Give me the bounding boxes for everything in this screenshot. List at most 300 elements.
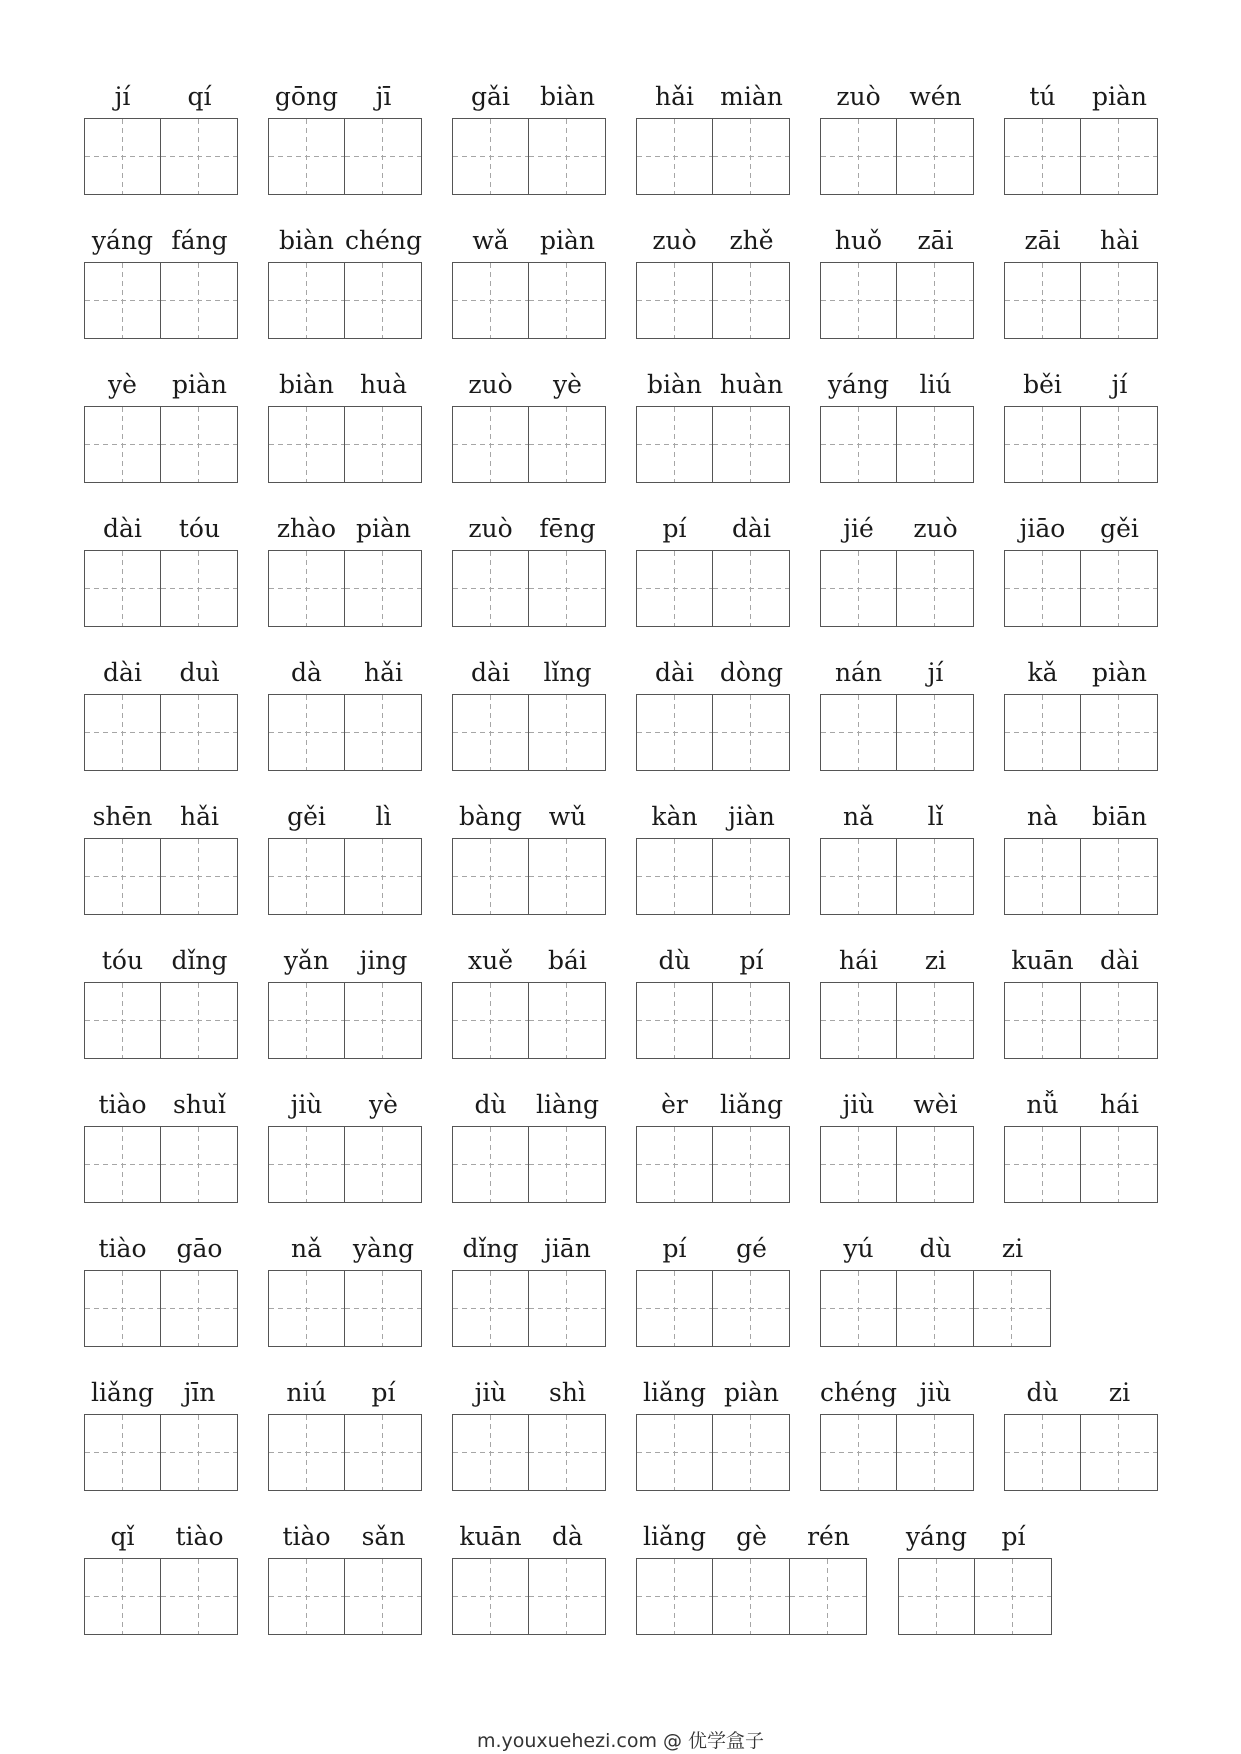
word-box (84, 224, 238, 354)
writing-grid-cell[interactable] (1081, 550, 1158, 627)
word-box (1004, 800, 1158, 930)
word-box (268, 80, 422, 210)
writing-grid-cell[interactable] (636, 118, 713, 195)
word-box (1004, 512, 1158, 642)
pinyin-label: fáng (171, 226, 228, 255)
word-box (636, 512, 790, 642)
pinyin-label: jí (1111, 370, 1128, 399)
pinyin-label: jiù (290, 1090, 323, 1119)
pinyin-label: kǎ (1027, 658, 1058, 687)
pinyin-label: duì (179, 658, 220, 687)
word-box (84, 656, 238, 786)
word-box (268, 512, 422, 642)
writing-grid-cell[interactable] (1081, 1414, 1158, 1491)
pinyin-label: dǐng (462, 1234, 519, 1263)
pinyin-label: liǎng (90, 1378, 154, 1407)
writing-grid-cell[interactable] (268, 118, 345, 195)
word-box (452, 1520, 606, 1650)
writing-grid-cell[interactable] (1081, 406, 1158, 483)
word-box (636, 944, 790, 1074)
writing-grid-cell[interactable] (636, 1126, 713, 1203)
writing-grid-cell[interactable] (161, 982, 238, 1059)
pinyin-label: dòng (719, 658, 784, 687)
writing-grid-cell[interactable] (452, 1126, 529, 1203)
word-row (0, 800, 1241, 930)
writing-grid-cell[interactable] (452, 1558, 529, 1635)
writing-grid-cell[interactable] (84, 406, 161, 483)
word-box (898, 1520, 1052, 1650)
writing-grid-cell[interactable] (268, 1414, 345, 1491)
pinyin-label: dà (552, 1522, 583, 1551)
pinyin-label: zuò (913, 514, 958, 543)
writing-grid-cell[interactable] (84, 1558, 161, 1635)
writing-grid-cell[interactable] (820, 118, 897, 195)
word-box (452, 512, 606, 642)
pinyin-label: wèi (913, 1090, 958, 1119)
writing-grid-cell[interactable] (345, 1558, 422, 1635)
writing-grid-cell[interactable] (529, 1558, 606, 1635)
word-box (452, 1376, 606, 1506)
pinyin-label: jing (359, 946, 408, 975)
pinyin-label: dù (658, 946, 691, 975)
pinyin-label: tóu (178, 514, 221, 543)
writing-grid-cell[interactable] (636, 1414, 713, 1491)
pinyin-label: pí (662, 1234, 687, 1263)
writing-grid-cell[interactable] (268, 406, 345, 483)
writing-grid-cell[interactable] (345, 262, 422, 339)
pinyin-label: fēng (539, 514, 596, 543)
word-box (268, 1232, 422, 1362)
word-box (1004, 80, 1158, 210)
writing-grid-cell[interactable] (1081, 838, 1158, 915)
pinyin-label: yáng (827, 370, 890, 399)
word-box (820, 512, 974, 642)
word-row (0, 512, 1241, 642)
writing-grid-cell[interactable] (268, 982, 345, 1059)
pinyin-label: piàn (355, 514, 411, 543)
writing-grid-cell[interactable] (161, 118, 238, 195)
word-box (84, 800, 238, 930)
pinyin-label: dài (1100, 946, 1139, 975)
writing-grid-cell[interactable] (1004, 982, 1081, 1059)
word-box (820, 656, 974, 786)
pinyin-label: xuě (468, 946, 513, 975)
pinyin-label: zi (924, 946, 947, 975)
writing-grid-cell[interactable] (820, 982, 897, 1059)
writing-grid-cell[interactable] (1004, 406, 1081, 483)
writing-grid-cell[interactable] (713, 1558, 790, 1635)
writing-grid-cell[interactable] (345, 406, 422, 483)
pinyin-label: běi (1023, 370, 1062, 399)
word-box (84, 1232, 238, 1362)
word-box (84, 512, 238, 642)
writing-grid-cell[interactable] (529, 262, 606, 339)
word-box (1004, 224, 1158, 354)
word-box (636, 368, 790, 498)
writing-grid-cell[interactable] (713, 406, 790, 483)
pinyin-label: bái (548, 946, 587, 975)
pinyin-label: qí (187, 82, 212, 111)
pinyin-label: zhě (729, 226, 774, 255)
writing-grid-cell[interactable] (820, 1414, 897, 1491)
pinyin-label: pí (371, 1378, 396, 1407)
writing-grid-cell[interactable] (84, 838, 161, 915)
writing-grid-cell[interactable] (1081, 262, 1158, 339)
pinyin-label: zuò (468, 514, 513, 543)
pinyin-label: dù (919, 1234, 952, 1263)
pinyin-label: biān (1091, 802, 1147, 831)
writing-grid-cell[interactable] (268, 1270, 345, 1347)
pinyin-label: kàn (651, 802, 698, 831)
writing-grid-cell[interactable] (820, 694, 897, 771)
writing-grid-cell[interactable] (84, 262, 161, 339)
writing-grid-cell[interactable] (820, 262, 897, 339)
pinyin-label: sǎn (361, 1522, 406, 1551)
writing-grid-cell[interactable] (161, 1126, 238, 1203)
pinyin-label: huǒ (834, 226, 883, 255)
writing-grid-cell[interactable] (345, 550, 422, 627)
pinyin-label: qǐ (110, 1522, 135, 1551)
word-box (84, 1520, 238, 1650)
writing-grid-cell[interactable] (452, 406, 529, 483)
writing-grid-cell[interactable] (268, 1126, 345, 1203)
pinyin-label: jiù (842, 1090, 875, 1119)
writing-grid-cell[interactable] (897, 694, 974, 771)
word-box (820, 224, 974, 354)
writing-grid-cell[interactable] (529, 1414, 606, 1491)
writing-grid-cell[interactable] (345, 982, 422, 1059)
pinyin-label: piàn (539, 226, 595, 255)
writing-grid-cell[interactable] (897, 1414, 974, 1491)
pinyin-label: pí (739, 946, 764, 975)
word-row (0, 656, 1241, 786)
writing-grid-cell[interactable] (820, 1126, 897, 1203)
word-box (636, 1088, 790, 1218)
word-box (636, 1520, 867, 1650)
writing-grid-cell[interactable] (820, 838, 897, 915)
writing-grid-cell[interactable] (1081, 694, 1158, 771)
word-box (268, 1520, 422, 1650)
pinyin-label: jīn (183, 1378, 216, 1407)
pinyin-label: shēn (92, 802, 153, 831)
writing-grid-cell[interactable] (974, 1270, 1051, 1347)
pinyin-label: piàn (1091, 658, 1147, 687)
word-box (820, 800, 974, 930)
writing-grid-cell[interactable] (268, 694, 345, 771)
pinyin-label: hái (1099, 1090, 1139, 1119)
writing-grid-cell[interactable] (161, 262, 238, 339)
writing-grid-cell[interactable] (345, 694, 422, 771)
word-row (0, 1520, 1241, 1650)
word-box (1004, 368, 1158, 498)
pinyin-label: kuān (459, 1522, 522, 1551)
word-row (0, 80, 1241, 210)
pinyin-label: zuò (652, 226, 697, 255)
writing-grid-cell[interactable] (452, 550, 529, 627)
word-box (452, 1232, 606, 1362)
word-box (452, 1088, 606, 1218)
writing-grid-cell[interactable] (345, 838, 422, 915)
writing-grid-cell[interactable] (268, 550, 345, 627)
writing-grid-cell[interactable] (529, 1270, 606, 1347)
word-box (636, 1376, 790, 1506)
writing-grid-cell[interactable] (1004, 1126, 1081, 1203)
writing-grid-cell[interactable] (897, 118, 974, 195)
pinyin-label: dài (471, 658, 510, 687)
pinyin-label: jiāo (1019, 514, 1066, 543)
word-box (268, 1088, 422, 1218)
writing-grid-cell[interactable] (713, 838, 790, 915)
pinyin-label: tiào (175, 1522, 224, 1551)
writing-grid-cell[interactable] (345, 1414, 422, 1491)
word-box (1004, 1088, 1158, 1218)
writing-grid-cell[interactable] (1004, 262, 1081, 339)
writing-grid-cell[interactable] (1004, 694, 1081, 771)
writing-grid-cell[interactable] (713, 1414, 790, 1491)
pinyin-label: pí (1001, 1522, 1026, 1551)
writing-grid-cell[interactable] (452, 262, 529, 339)
pinyin-label: yáng (905, 1522, 968, 1551)
pinyin-label: nǎ (290, 1234, 322, 1263)
writing-grid-cell[interactable] (636, 982, 713, 1059)
pinyin-label: dù (474, 1090, 507, 1119)
writing-grid-cell[interactable] (897, 838, 974, 915)
pinyin-label: liǎng (642, 1378, 706, 1407)
writing-grid-cell[interactable] (161, 550, 238, 627)
pinyin-label: yǎn (283, 946, 330, 975)
pinyin-label: miàn (720, 82, 783, 111)
word-box (820, 1376, 974, 1506)
writing-grid-cell[interactable] (636, 262, 713, 339)
word-box (820, 368, 974, 498)
writing-grid-cell[interactable] (897, 1126, 974, 1203)
pinyin-label: wǔ (548, 802, 587, 831)
word-box (820, 944, 974, 1074)
writing-grid-cell[interactable] (529, 118, 606, 195)
pinyin-label: chéng (345, 226, 423, 255)
pinyin-label: wén (909, 82, 962, 111)
word-row (0, 1232, 1241, 1362)
word-box (268, 800, 422, 930)
pinyin-label: chéng (820, 1378, 898, 1407)
pinyin-label: yáng (91, 226, 154, 255)
pinyin-label: dài (732, 514, 771, 543)
word-box (452, 800, 606, 930)
pinyin-label: hái (838, 946, 878, 975)
word-box (452, 656, 606, 786)
writing-grid-cell[interactable] (161, 1270, 238, 1347)
writing-grid-cell[interactable] (713, 694, 790, 771)
writing-grid-cell[interactable] (452, 694, 529, 771)
writing-grid-cell[interactable] (897, 406, 974, 483)
pinyin-label: zi (1108, 1378, 1131, 1407)
word-row (0, 1376, 1241, 1506)
pinyin-label: liú (919, 370, 952, 399)
writing-grid-cell[interactable] (636, 550, 713, 627)
writing-grid-cell[interactable] (84, 1126, 161, 1203)
writing-grid-cell[interactable] (84, 1270, 161, 1347)
writing-grid-cell[interactable] (452, 838, 529, 915)
pinyin-label: niú (286, 1378, 327, 1407)
word-row (0, 368, 1241, 498)
writing-grid-cell[interactable] (1004, 550, 1081, 627)
pinyin-label: zāi (917, 226, 954, 255)
pinyin-label: jí (927, 658, 944, 687)
writing-grid-cell[interactable] (713, 118, 790, 195)
pinyin-label: yè (553, 370, 582, 399)
footer-text: m.youxuehezi.com @ 优学盒子 (476, 1730, 765, 1752)
writing-grid-cell[interactable] (897, 550, 974, 627)
writing-grid-cell[interactable] (1004, 118, 1081, 195)
writing-grid-cell[interactable] (529, 838, 606, 915)
pinyin-label: huà (359, 370, 408, 399)
pinyin-label: nǚ (1026, 1090, 1059, 1119)
pinyin-label: hǎi (179, 802, 219, 831)
pinyin-label: biàn (646, 370, 702, 399)
word-box (820, 80, 974, 210)
writing-grid-cell[interactable] (452, 118, 529, 195)
writing-grid-cell[interactable] (1081, 118, 1158, 195)
writing-grid-cell[interactable] (713, 1126, 790, 1203)
word-box (636, 656, 790, 786)
word-box (452, 368, 606, 498)
pinyin-label: gǎi (471, 82, 510, 111)
writing-grid-cell[interactable] (713, 550, 790, 627)
word-box (84, 368, 238, 498)
word-box (1004, 1376, 1158, 1506)
writing-grid-cell[interactable] (713, 1270, 790, 1347)
pinyin-label: gè (736, 1522, 767, 1551)
writing-grid-cell[interactable] (84, 550, 161, 627)
writing-grid-cell[interactable] (636, 694, 713, 771)
pinyin-label: zuò (836, 82, 881, 111)
pinyin-label: hài (1099, 226, 1139, 255)
writing-grid-cell[interactable] (529, 406, 606, 483)
writing-grid-cell[interactable] (529, 1126, 606, 1203)
writing-grid-cell[interactable] (1004, 1414, 1081, 1491)
writing-grid-cell[interactable] (636, 406, 713, 483)
writing-grid-cell[interactable] (713, 982, 790, 1059)
writing-grid-cell[interactable] (452, 982, 529, 1059)
word-box (636, 800, 790, 930)
writing-grid-cell[interactable] (898, 1558, 975, 1635)
writing-grid-cell[interactable] (84, 118, 161, 195)
writing-grid-cell[interactable] (897, 982, 974, 1059)
pinyin-label: yàng (352, 1234, 415, 1263)
word-box (84, 1376, 238, 1506)
writing-grid-cell[interactable] (820, 406, 897, 483)
pinyin-label: jié (843, 514, 874, 543)
writing-grid-cell[interactable] (84, 982, 161, 1059)
pinyin-label: bàng (458, 802, 522, 831)
writing-grid-cell[interactable] (820, 550, 897, 627)
pinyin-label: dài (103, 658, 142, 687)
pinyin-label: tú (1029, 82, 1056, 111)
pinyin-label: jí (114, 82, 131, 111)
writing-grid-cell[interactable] (345, 1126, 422, 1203)
writing-grid-cell[interactable] (268, 838, 345, 915)
pinyin-label: shuǐ (172, 1090, 227, 1119)
word-box (452, 80, 606, 210)
writing-grid-cell[interactable] (161, 838, 238, 915)
writing-grid-cell[interactable] (84, 1414, 161, 1491)
writing-grid-cell[interactable] (1081, 1126, 1158, 1203)
writing-grid-cell[interactable] (1004, 838, 1081, 915)
pinyin-label: huàn (719, 370, 784, 399)
word-box (84, 1088, 238, 1218)
writing-grid-cell[interactable] (897, 1270, 974, 1347)
writing-grid-cell[interactable] (161, 1414, 238, 1491)
word-box (452, 224, 606, 354)
pinyin-label: lǐ (927, 802, 944, 831)
word-box (636, 80, 790, 210)
writing-grid-cell[interactable] (452, 1270, 529, 1347)
pinyin-label: shì (549, 1378, 586, 1407)
pinyin-label: gěi (287, 802, 326, 831)
pinyin-label: piàn (171, 370, 227, 399)
word-box (820, 1232, 1051, 1362)
pinyin-label: kuān (1011, 946, 1074, 975)
pinyin-label: tóu (101, 946, 144, 975)
writing-grid-cell[interactable] (529, 550, 606, 627)
pinyin-label: dài (103, 514, 142, 543)
pinyin-label: tiào (282, 1522, 331, 1551)
writing-grid-cell[interactable] (268, 262, 345, 339)
pinyin-label: jiù (474, 1378, 507, 1407)
writing-grid-cell[interactable] (529, 982, 606, 1059)
writing-grid-cell[interactable] (636, 1270, 713, 1347)
writing-grid-cell[interactable] (345, 118, 422, 195)
pinyin-label: piàn (723, 1378, 779, 1407)
pinyin-label: zāi (1024, 226, 1061, 255)
pinyin-label: èr (661, 1090, 688, 1119)
pinyin-label: lǐng (543, 658, 592, 687)
writing-grid-cell[interactable] (790, 1558, 867, 1635)
writing-grid-cell[interactable] (268, 1558, 345, 1635)
pinyin-label: gé (736, 1234, 767, 1263)
pinyin-label: biàn (278, 370, 334, 399)
pinyin-label: liàng (535, 1090, 599, 1119)
writing-grid-cell[interactable] (820, 1270, 897, 1347)
word-row (0, 1088, 1241, 1218)
writing-grid-cell[interactable] (713, 262, 790, 339)
writing-grid-cell[interactable] (452, 1414, 529, 1491)
writing-grid-cell[interactable] (345, 1270, 422, 1347)
writing-grid-cell[interactable] (1081, 982, 1158, 1059)
pinyin-label: dà (291, 658, 322, 687)
writing-grid-cell[interactable] (636, 1558, 713, 1635)
writing-grid-cell[interactable] (84, 694, 161, 771)
writing-grid-cell[interactable] (636, 838, 713, 915)
pinyin-label: dù (1026, 1378, 1059, 1407)
pinyin-label: yè (108, 370, 137, 399)
pinyin-label: hǎi (654, 82, 694, 111)
word-box (84, 944, 238, 1074)
writing-grid-cell[interactable] (161, 406, 238, 483)
word-box (268, 944, 422, 1074)
writing-grid-cell[interactable] (161, 694, 238, 771)
pinyin-label: gěi (1100, 514, 1139, 543)
writing-grid-cell[interactable] (161, 1558, 238, 1635)
pinyin-label: jiù (919, 1378, 952, 1407)
writing-grid-cell[interactable] (975, 1558, 1052, 1635)
pinyin-label: yè (369, 1090, 398, 1119)
writing-grid-cell[interactable] (897, 262, 974, 339)
pinyin-label: nán (834, 658, 883, 687)
writing-grid-cell[interactable] (529, 694, 606, 771)
word-box (452, 944, 606, 1074)
word-box (268, 656, 422, 786)
